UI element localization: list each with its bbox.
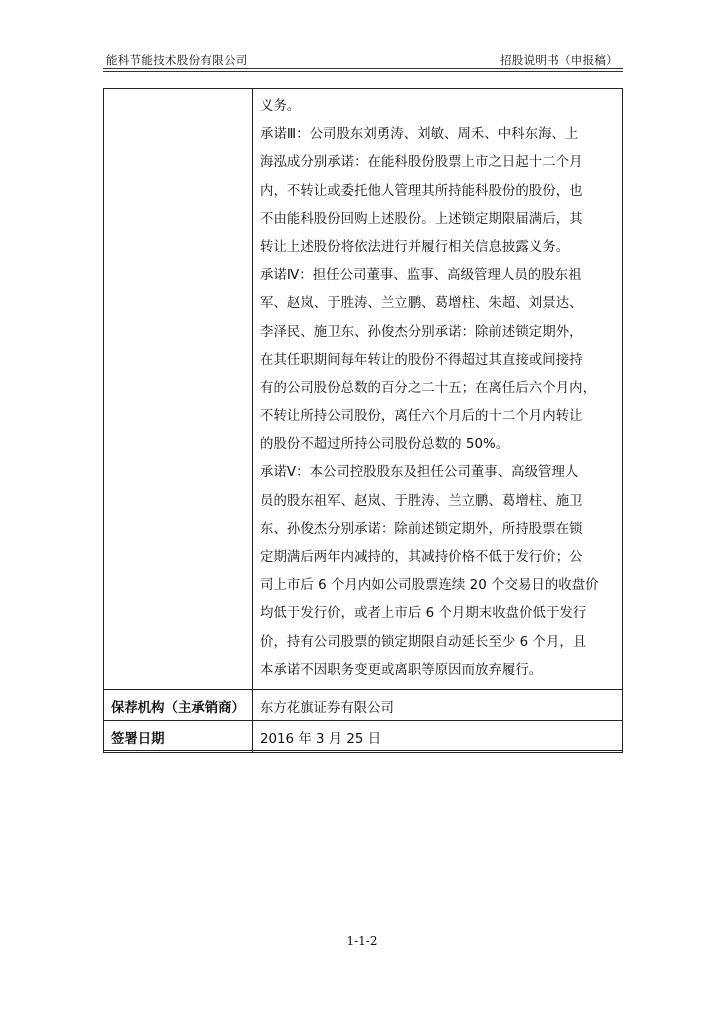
header-rule: [103, 68, 623, 69]
text-line: 本承诺不因职务变更或离职等原因而放弃履行。: [260, 662, 543, 678]
commitment-text-block: [260, 93, 618, 685]
page-number: 1-1-2: [346, 934, 378, 948]
info-table: [103, 88, 623, 752]
table-row-divider: [103, 720, 623, 721]
table-row-divider: [103, 689, 623, 690]
text-line: 均低于发行价，或者上市后 6 个月期末收盘价低于发行: [260, 606, 587, 622]
text-line: 价，持有公司股票的锁定期限自动延长至少 6 个月，且: [260, 634, 587, 650]
text-line: 的股份不超过所持公司股份总数的 50%。: [260, 437, 510, 453]
sponsor-value: 东方花旗证券有限公司: [260, 701, 394, 716]
text-line: 承诺Ⅳ：担任公司董事、监事、高级管理人员的股东祖: [260, 268, 582, 284]
sponsor-label: 保荐机构（主承销商）: [111, 701, 245, 716]
text-line: 司上市后 6 个月内如公司股票连续 20 个交易日的收盘价: [260, 578, 599, 594]
text-line: 不转让所持公司股份，离任六个月后的十二个月内转让: [260, 409, 583, 425]
text-line: 有的公司股份总数的百分之二十五；在离任后六个月内，: [260, 380, 597, 396]
text-line: 转让上述股份将依法进行并履行相关信息披露义务。: [260, 239, 570, 255]
text-line: 定期满后两年内减持的，其减持价格不低于发行价；公: [260, 550, 583, 565]
sign-date-label: 签署日期: [111, 732, 165, 747]
table-border: [103, 88, 104, 752]
text-line: 李泽民、施卫东、孙俊杰分别承诺：除前述锁定期外，: [260, 324, 583, 340]
text-line: 在其任职期间每年转让的股份不得超过其直接或间接持: [260, 352, 583, 368]
text-line: 承诺Ⅲ：公司股东刘勇涛、刘敏、周禾、中科东海、上: [260, 127, 579, 143]
sign-date-value: 2016 年 3 月 25 日: [260, 732, 382, 747]
text-line: 义务。: [260, 99, 301, 114]
text-line: 海泓成分别承诺：在能科股份股票上市之日起十二个月: [260, 155, 583, 171]
text-line: 军、赵岚、于胜涛、兰立鹏、葛增柱、朱超、刘景达、: [260, 296, 583, 312]
header-document-title: 招股说明书（申报稿）: [500, 53, 618, 67]
table-border: [103, 750, 623, 751]
text-line: 员的股东祖军、赵岚、于胜涛、兰立鹏、葛增柱、施卫: [260, 493, 583, 509]
text-line: 不由能科股份回购上述股份。上述锁定期限届满后，其: [260, 211, 583, 227]
text-line: 内，不转让或委托他人管理其所持能科股份的股份，也: [260, 183, 583, 199]
table-border: [103, 752, 623, 753]
header-rule: [103, 71, 623, 72]
table-border: [622, 88, 623, 752]
table-border: [103, 88, 623, 89]
text-line: 东、孙俊杰分别承诺：除前述锁定期外，所持股票在锁: [260, 521, 583, 537]
table-column-divider: [252, 88, 253, 752]
header-company-name: 能科节能技术股份有限公司: [106, 53, 248, 67]
text-line: 承诺Ⅴ：本公司控股股东及担任公司董事、高级管理人: [260, 465, 579, 481]
